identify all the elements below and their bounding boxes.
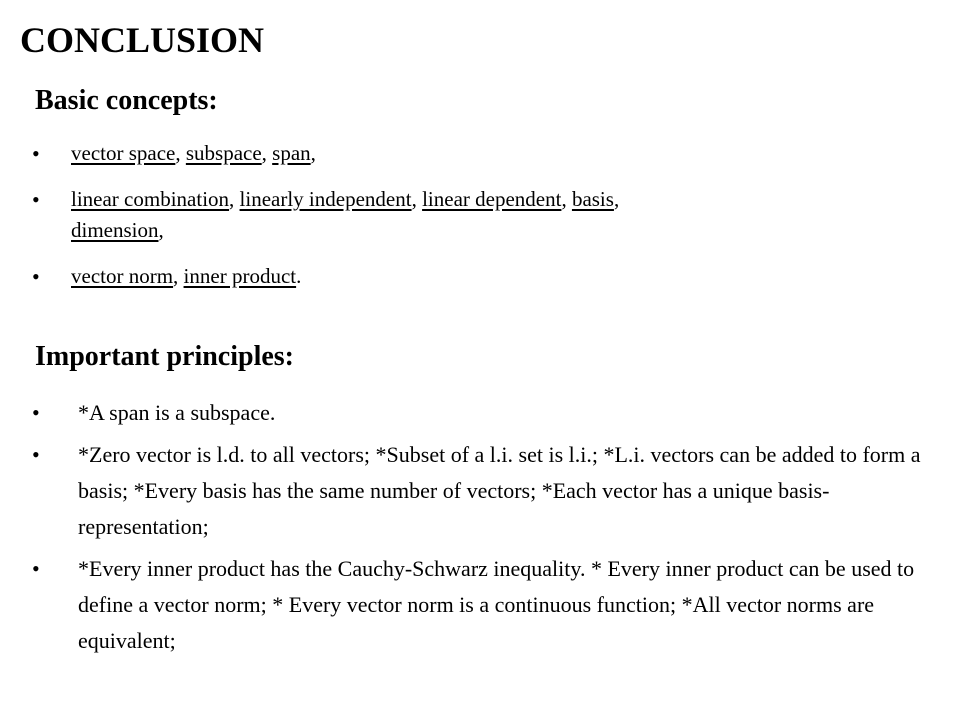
separator: , xyxy=(613,187,620,211)
concept-term-link[interactable]: linear dependent xyxy=(422,187,562,211)
principle-text: *Every inner product has the Cauchy-Schwarz inequality. * Every inner product can be used to define a vector norm; * Every vector norm is a continuous function; *All vector norms are equivalent; xyxy=(78,556,915,653)
concept-term-link[interactable]: inner product xyxy=(183,264,297,288)
bullet-icon: • xyxy=(32,187,40,212)
concept-term-link[interactable]: linearly independent xyxy=(239,187,412,211)
separator: , xyxy=(411,187,423,211)
concept-term-link[interactable]: subspace xyxy=(185,141,262,165)
bullet-icon: • xyxy=(32,442,40,467)
list-item xyxy=(0,437,960,545)
basic-concepts-line xyxy=(71,184,891,246)
concept-term-link[interactable]: basis xyxy=(571,187,614,211)
separator: , xyxy=(229,187,240,211)
bullet-icon: • xyxy=(32,400,40,425)
concept-term-link[interactable]: span xyxy=(272,141,311,165)
bullet-icon: • xyxy=(32,264,40,289)
separator: , xyxy=(310,141,316,165)
separator: , xyxy=(261,141,273,165)
list-item xyxy=(0,184,960,246)
separator: , xyxy=(561,187,572,211)
important-principles-heading: Important principles: xyxy=(35,341,294,372)
list-item xyxy=(0,395,960,431)
basic-concepts-line xyxy=(71,138,891,169)
slide-title: CONCLUSION xyxy=(20,20,265,60)
basic-concepts-list xyxy=(0,138,960,292)
list-item xyxy=(0,138,960,169)
separator: , xyxy=(173,264,184,288)
list-item xyxy=(0,261,960,292)
separator: . xyxy=(296,264,302,288)
principle-text: *Zero vector is l.d. to all vectors; *Subset of a l.i. set is l.i.; *L.i. vectors can be added to form a basis; *Every basis has the same number of vectors; *Each vector has a unique basis-representation; xyxy=(78,442,921,539)
basic-concepts-heading: Basic concepts: xyxy=(35,85,218,116)
concept-term-link[interactable]: dimension xyxy=(71,218,159,242)
concept-term-link[interactable]: vector space xyxy=(71,141,176,165)
bullet-icon: • xyxy=(32,141,40,166)
basic-concepts-line xyxy=(71,261,891,292)
concept-term-link[interactable]: linear combination xyxy=(71,187,230,211)
separator: , xyxy=(175,141,186,165)
list-item xyxy=(0,551,960,659)
principle-text: *A span is a subspace. xyxy=(78,400,276,425)
important-principles-list xyxy=(0,395,960,659)
separator: , xyxy=(158,218,164,242)
bullet-icon: • xyxy=(32,556,40,581)
concept-term-link[interactable]: vector norm xyxy=(71,264,174,288)
